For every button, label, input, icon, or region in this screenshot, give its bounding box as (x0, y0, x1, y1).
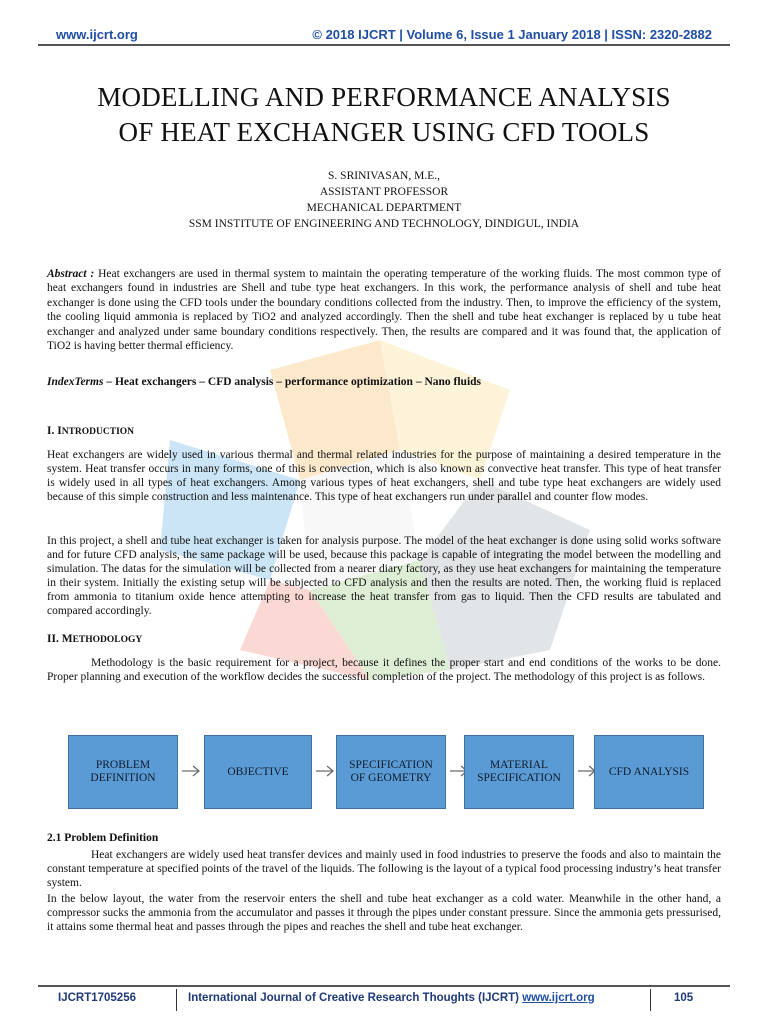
section-title: ETHODOLOGY (72, 635, 143, 645)
methodology-flowchart (68, 735, 708, 811)
flow-step-material-specification (464, 735, 574, 809)
author-position: ASSISTANT PROFESSOR (319, 186, 449, 198)
footer-journal-name: International Journal of Creative Research Thoughts (IJCRT) (188, 992, 523, 1004)
paper-title (40, 80, 728, 150)
header-citation: © 2018 IJCRT | Volume 6, Issue 1 January 2018 | ISSN: 2320-2882 (312, 27, 712, 42)
footer-page-number: 105 (674, 992, 694, 1004)
intro-paragraph-1: Heat exchangers are widely used in various thermal and thermal related industries for the purpose of maintaining a desired temperature in the system. Heat transfer occurs in many forms, one of this is convection, which is also known as convective heat transfer. This type of heat transfer is widely used in all types of heat exchangers. Among various types of heat exchangers, shell and tube type heat exchangers are widely used because of this simple construction and less maintenance. This type of heat exchangers run under parallel and counter flow modes. (47, 449, 721, 504)
index-terms-label: IndexTerms (47, 376, 104, 388)
author-block (60, 168, 708, 232)
flow-step-label: OF GEOMETRY (350, 772, 432, 784)
intro-paragraph-2: In this project, a shell and tube heat exchanger is taken for analysis purpose. The model of the heat exchanger is done using solid works software and for future CFD analysis, the same package will be used, because this package is capable of integrating the model between the modelling and simulation. The datas for the simulation will be collected from a nearer diary factory, as they use heat exchangers for maintaining the temperature in their system. Initially the existing setup will be subjected to CFD analysis and then the results are noted. Then, the working fluid is replaced from ammonia to titanium oxide hence attempting to increase the heat transfer from gas to liquid. Then the CFD results are tabulated and compared accordingly. (47, 535, 721, 618)
footer-paper-id: IJCRT1705256 (58, 992, 136, 1004)
abstract-label: Abstract : (47, 268, 95, 280)
flow-step-problem-definition (68, 735, 178, 809)
section-heading-methodology (47, 633, 142, 645)
methodology-paragraph: Methodology is the basic requirement for a project, because it defines the proper start and end conditions of the works to be done. Proper planning and execution of the workflow decides the successful completion of the project. The methodology of this project is as follows. (47, 657, 721, 684)
author-name: S. SRINIVASAN, M.E., (328, 170, 440, 182)
index-terms (47, 376, 721, 388)
section-heading-introduction (47, 425, 134, 437)
footer-journal (188, 992, 595, 1004)
flow-arrow (178, 761, 204, 781)
header-site-link[interactable]: www.ijcrt.org (56, 27, 138, 42)
author-department: MECHANICAL DEPARTMENT (306, 202, 462, 214)
footer-divider (176, 989, 177, 1011)
title-line-2: OF HEAT EXCHANGER USING CFD TOOLS (118, 117, 650, 147)
page-footer (38, 989, 730, 1011)
author-institute: SSM INSTITUTE OF ENGINEERING AND TECHNOLOGY, DINDIGUL, INDIA (188, 218, 580, 230)
page-header (38, 22, 730, 46)
flow-step-cfd-analysis (594, 735, 704, 809)
footer-site-link[interactable]: www.ijcrt.org (522, 992, 595, 1004)
problem-definition-paragraph-2: In the below layout, the water from the reservoir enters the shell and tube heat exchanger as a cold water. Meanwhile in the other hand, a compressor sucks the ammonia from the accumulator and passes it through the pipes under constant pressure. Since the ammonia gets pressurised, it attains some thermal heat and passes through the pipes and reaches the shell and tube heat exchanger. (47, 893, 721, 934)
flow-step-label: CFD ANALYSIS (608, 765, 690, 778)
index-terms-text: – Heat exchangers – CFD analysis – performance optimization – Nano fluids (106, 376, 482, 388)
flow-step-label: PROBLEM (95, 759, 151, 771)
title-line-1: MODELLING AND PERFORMANCE ANALYSIS (97, 82, 671, 112)
header-rule (38, 44, 730, 46)
problem-definition-paragraph-1: Heat exchangers are widely used heat transfer devices and mainly used in food industries to preserve the foods and also to maintain the constant temperature at specified points of the travel of the liquids. The following is the layout of a typical food processing industry’s heat transfer system. (47, 849, 721, 890)
section-title: NTRODUCTION (61, 427, 135, 437)
flow-step-objective (204, 735, 312, 809)
footer-rule (38, 985, 730, 987)
flow-arrow (312, 761, 338, 781)
flow-step-label: MATERIAL (489, 759, 549, 771)
abstract-text: Heat exchangers are used in thermal system to maintain the operating temperature of the working fluids. The most common type of heat exchangers found in industries are Shell and tube type heat exchangers. In this work, the performance analysis of shell and tube heat exchanger is done using the CFD tools under the boundary conditions collected from the industry. Then, to improve the efficiency of the system, the cooling liquid ammonia is replaced by TiO2 and analyzed accordingly. Then the shell and tube heat exchanger is replaced by u tube heat exchanger and analyzed under same boundary conditions respectively. Then, the results are compared and it was found that, the application of TiO2 is having better thermal efficiency. (47, 268, 722, 353)
flow-step-specification-of-geometry (336, 735, 446, 809)
flow-step-label: DEFINITION (90, 772, 156, 784)
section-number: II. M (47, 633, 73, 645)
flow-step-label: SPECIFICATION (349, 759, 433, 771)
footer-divider (650, 989, 651, 1011)
flow-step-label: SPECIFICATION (477, 772, 561, 784)
section-number: I. I (47, 425, 62, 437)
abstract (47, 267, 721, 353)
subsection-heading-problem-definition: 2.1 Problem Definition (47, 832, 159, 844)
flow-step-label: OBJECTIVE (227, 765, 289, 778)
